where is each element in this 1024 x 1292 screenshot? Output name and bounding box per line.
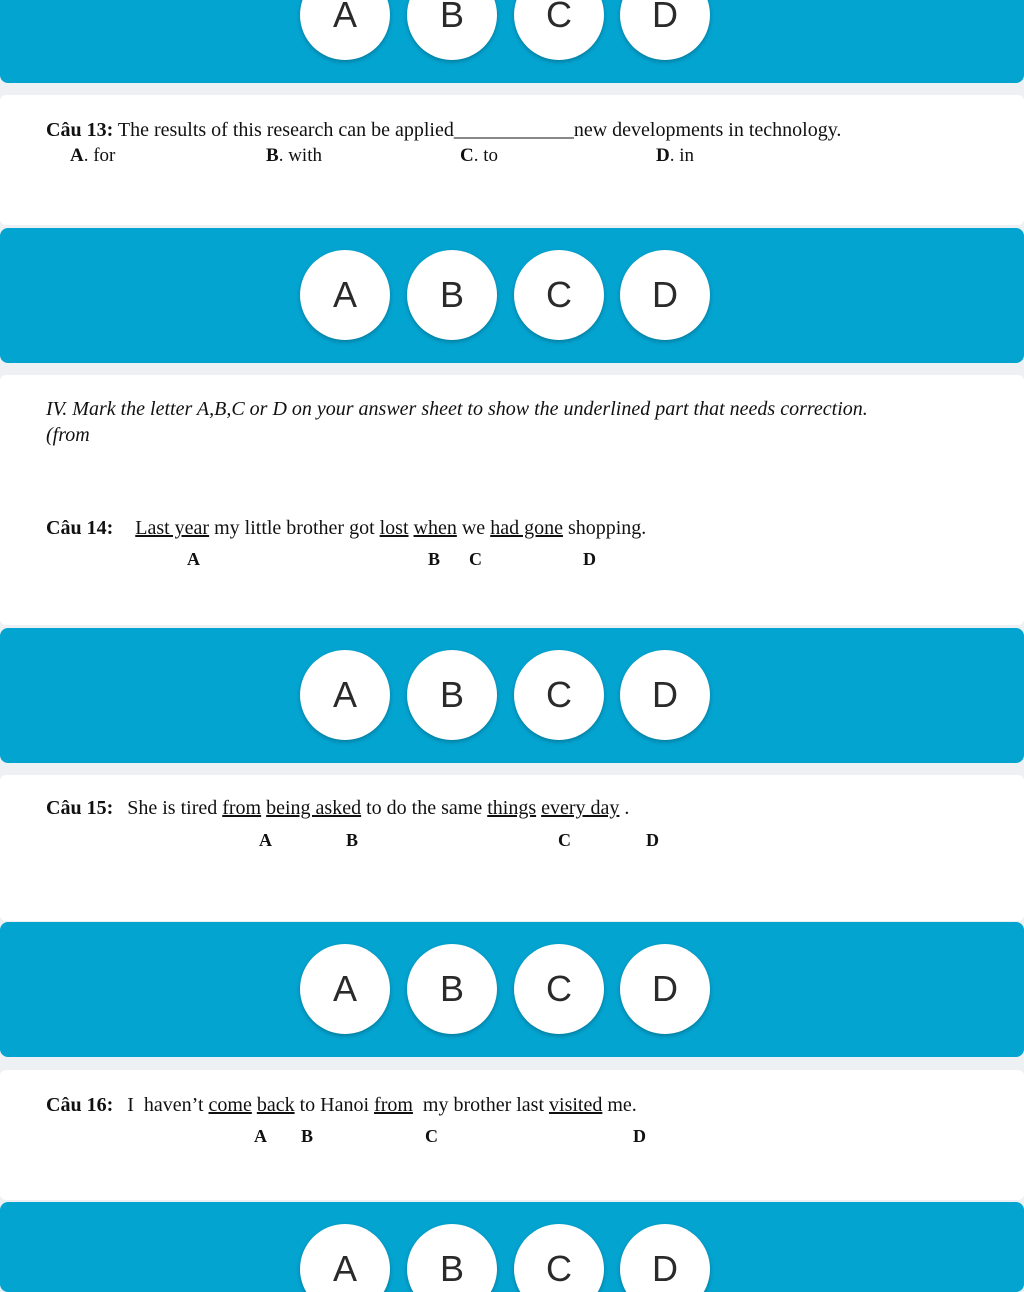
- option-d-button[interactable]: D: [620, 250, 710, 340]
- q15-letter-d: D: [646, 830, 659, 850]
- q15-text: .: [619, 797, 630, 819]
- answer-band-14: [0, 628, 1024, 763]
- choice-letter: C: [460, 145, 474, 166]
- q14-part-b: lost: [379, 517, 409, 539]
- q15-part-a: from: [222, 797, 262, 819]
- q16-part-c: from: [374, 1094, 413, 1116]
- option-c-button[interactable]: C: [514, 650, 604, 740]
- q14-letter-c: C: [469, 549, 482, 569]
- option-c-button[interactable]: C: [514, 944, 604, 1034]
- choice-letter: B: [266, 145, 279, 166]
- option-a-button[interactable]: A: [300, 650, 390, 740]
- choice-text: . for: [83, 145, 116, 166]
- q15-letter-a: A: [259, 830, 272, 850]
- q14-letter-d: D: [583, 549, 596, 569]
- q16-part-d: visited: [549, 1094, 603, 1116]
- question-14-stem: [46, 517, 646, 540]
- q14-text: we: [456, 517, 491, 539]
- answer-band-12: [0, 0, 1024, 83]
- question-15-stem: [46, 797, 629, 820]
- q14-letter-b: B: [428, 549, 441, 569]
- q15-text: She is tired: [127, 797, 223, 819]
- question-13-blank: ____________: [453, 119, 574, 141]
- option-d-button[interactable]: D: [620, 1224, 710, 1292]
- option-d-button[interactable]: D: [620, 944, 710, 1034]
- q15-text: to do the same: [361, 797, 488, 819]
- q16-letter-d: D: [633, 1126, 646, 1146]
- option-b-button[interactable]: B: [407, 250, 497, 340]
- option-d-button[interactable]: D: [620, 650, 710, 740]
- q16-letter-c: C: [425, 1126, 438, 1146]
- q15-part-b: being asked: [266, 797, 362, 819]
- answer-band-15: [0, 922, 1024, 1057]
- question-16-label: Câu 16:: [46, 1094, 114, 1116]
- question-13-text-after: new developments in technology.: [573, 119, 842, 141]
- q16-text: me.: [602, 1094, 637, 1116]
- question-card-15: [0, 775, 1024, 921]
- option-b-button[interactable]: B: [407, 0, 497, 60]
- question-14-label: Câu 14:: [46, 517, 114, 539]
- question-13-stem: [46, 119, 841, 142]
- option-b-button[interactable]: B: [407, 650, 497, 740]
- q14-text: shopping.: [562, 517, 647, 539]
- q15-letter-b: B: [346, 830, 359, 850]
- question-13-choice-b: [266, 145, 322, 167]
- option-a-button[interactable]: A: [300, 944, 390, 1034]
- option-c-button[interactable]: C: [514, 0, 604, 60]
- question-card-14: [0, 375, 1024, 625]
- q15-part-d: every day: [541, 797, 620, 819]
- option-a-button[interactable]: A: [300, 1224, 390, 1292]
- q14-part-c: when: [413, 517, 457, 539]
- q15-part-c: things: [487, 797, 537, 819]
- q14-text: my little brother got: [209, 517, 380, 539]
- choice-text: . to: [473, 145, 499, 166]
- q16-text: I haven’t: [127, 1094, 209, 1116]
- question-13-label: Câu 13:: [46, 119, 114, 141]
- answer-band-13: [0, 228, 1024, 363]
- option-d-button[interactable]: D: [620, 0, 710, 60]
- question-card-16: [0, 1070, 1024, 1200]
- option-c-button[interactable]: C: [514, 250, 604, 340]
- choice-text: . with: [278, 145, 322, 166]
- question-13-text-before: The results of this research can be applied: [117, 119, 454, 141]
- q16-text: to Hanoi: [294, 1094, 375, 1116]
- choice-text: . in: [669, 145, 695, 166]
- question-13-choice-a: [70, 145, 115, 167]
- answer-band-16: [0, 1202, 1024, 1292]
- question-15-label: Câu 15:: [46, 797, 114, 819]
- question-16-stem: [46, 1094, 637, 1117]
- choice-letter: D: [656, 145, 670, 166]
- question-13-choice-d: [656, 145, 694, 167]
- question-card-13: [0, 95, 1024, 225]
- q16-text: my brother last: [412, 1094, 550, 1116]
- q14-part-d: had gone: [490, 517, 563, 539]
- q16-part-b: back: [256, 1094, 295, 1116]
- q14-part-a: Last year: [135, 517, 210, 539]
- option-a-button[interactable]: A: [300, 0, 390, 60]
- q15-letter-c: C: [558, 830, 571, 850]
- question-13-choice-c: [460, 145, 498, 167]
- option-b-button[interactable]: B: [407, 944, 497, 1034]
- q16-part-a: come: [208, 1094, 252, 1116]
- choice-letter: A: [70, 145, 84, 166]
- section-4-instruction-cont: (from: [46, 424, 90, 446]
- q16-letter-a: A: [254, 1126, 267, 1146]
- option-b-button[interactable]: B: [407, 1224, 497, 1292]
- q14-letter-a: A: [187, 549, 200, 569]
- option-a-button[interactable]: A: [300, 250, 390, 340]
- section-4-instruction: IV. Mark the letter A,B,C or D on your answer sheet to show the underlined part that needs correction.: [46, 398, 868, 420]
- q16-letter-b: B: [301, 1126, 314, 1146]
- option-c-button[interactable]: C: [514, 1224, 604, 1292]
